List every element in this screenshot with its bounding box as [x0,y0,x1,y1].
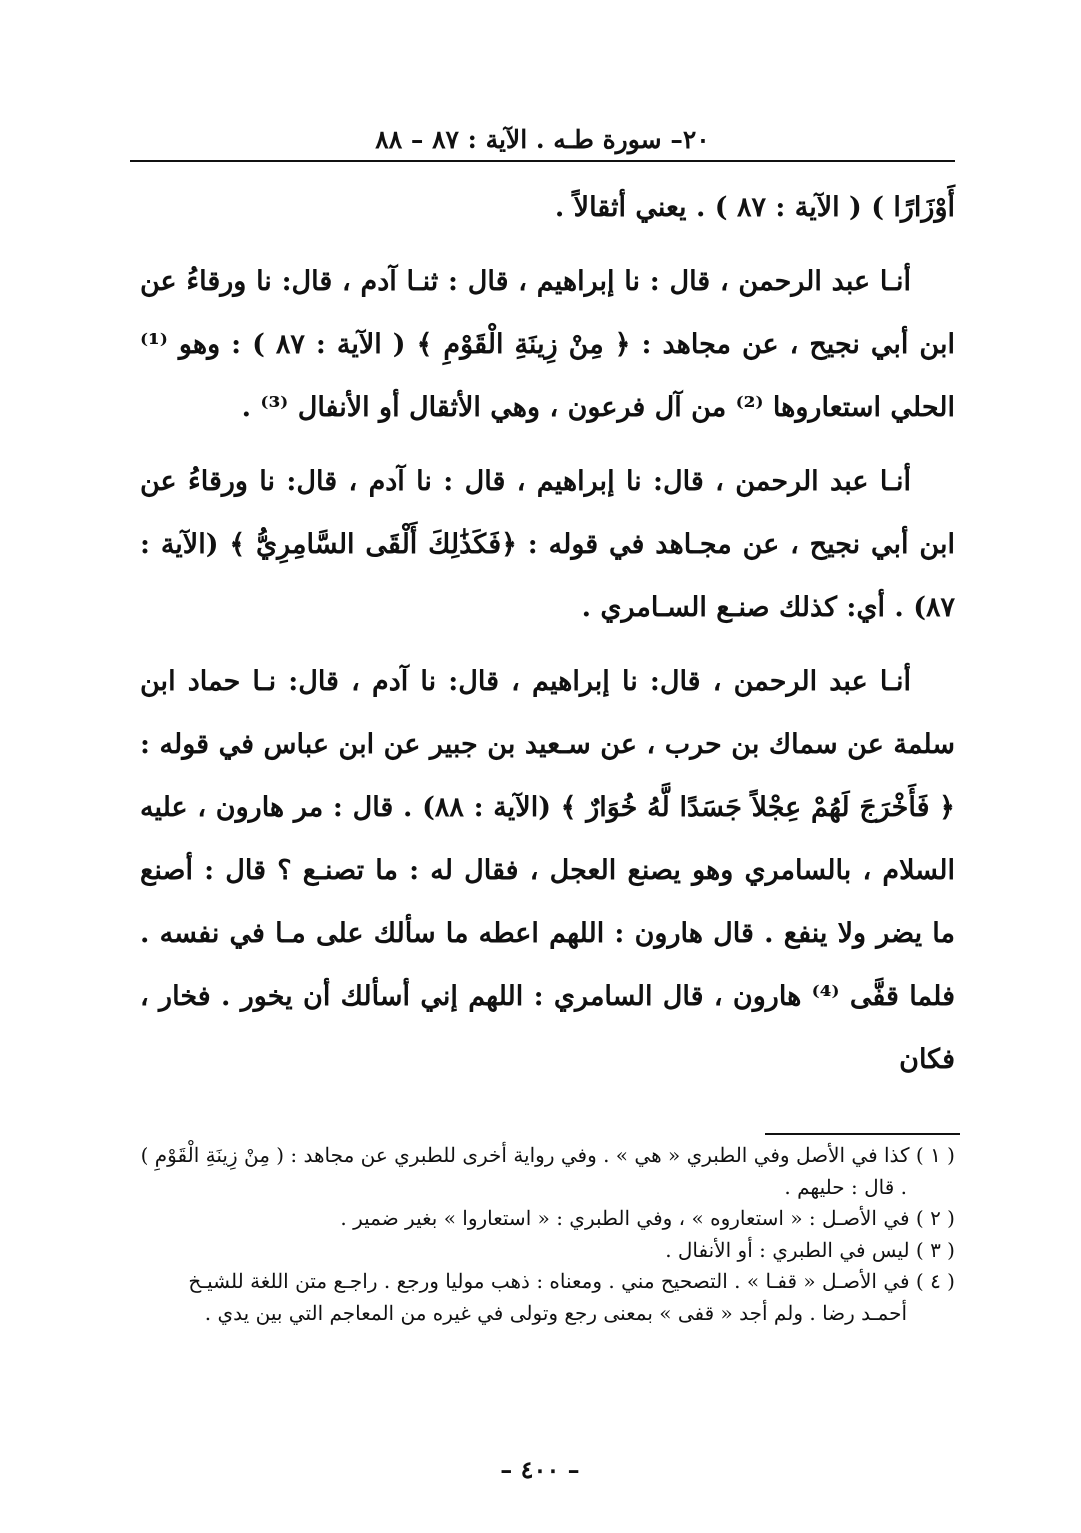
paragraph: أنـا عبد الرحمن ، قال: نا إبراهيم ، قال: نا آدم ، قال: نـا حماد ابن سلمة عن سماك بن حرب ، عن سـعيد بن جبير عن ابن عباس في قوله : ﴿ فَأَخْرَجَ لَهُمْ عِجْلاً جَسَدًا لَّهُ خُوَارٌ ﴾ (الآية : ٨٨) . قال : مر هارون ، عليه السلام ، بالسامري وهو يصنع العجل ، فقال له : ما تصنـع ؟ قال : أصنع ما يضر ولا ينفع . قال هارون : اللهم اعطه ما سألك على مـا في نفسه . فلما قفَّى ⁽⁴⁾ هارون ، قال السامري : اللهم إني أسألك أن يخور . فخار ، فكان [140,666,955,1075]
paragraph: أَوْزَارًا ) ( الآية : ٨٧ ) . يعني أثقالاً . [554,192,955,223]
paragraph: أنـا عبد الرحمن ، قال: نا إبراهيم ، قال : نا آدم ، قال: نا ورقاءُ عن ابن أبي نجيح ، عن مجـاهد في قوله : ﴿فَكَذَٰلِكَ أَلْقَى السَّامِرِيُّ ﴾ (الآية : ٨٧) . أي: كذلك صنـع السـامري . [140,466,955,623]
running-header: ٢٠– سورة طـه . الآية : ٨٧ – ٨٨ [375,125,710,154]
main-text [140,176,955,1102]
header-rule [130,160,955,162]
footnote: ( ٢ ) في الأصـل : « استعاروه » ، وفي الطبري : « استعاروا » بغير ضمير . [340,1206,955,1230]
page-number: – ٤٠٠ – [500,1455,580,1484]
paragraph: أنـا عبد الرحمن ، قال : نا إبراهيم ، قال : ثنـا آدم ، قال: نا ورقاءُ عن ابن أبي نجيح ، عن مجاهد : ﴿ مِنْ زِينَةِ الْقَوْمِ ﴾ ( الآية : ٨٧ ) : وهو ⁽¹⁾ الحلي استعاروها ⁽²⁾ من آل فرعون ، وهي الأثقال أو الأنفال ⁽³⁾ . [140,266,955,423]
footnote: ( ٤ ) في الأصـل « قفـا » . التصحيح مني . ومعناه : ذهب موليا ورجع . راجـع متن اللغة للشيـخ أحمـد رضا . ولم أجد « قفى » بمعنى رجع وتولى في غيره من المعاجم التي بين يدي . [188,1269,955,1325]
footnote-separator [765,1133,960,1135]
footnotes [140,1140,955,1329]
footnote: ( ١ ) كذا في الأصل وفي الطبري « هي » . وفي رواية أخرى للطبري عن مجاهد : ( مِنْ زِينَةِ الْقَوْمِ ) . قال : حليهم . [140,1143,955,1199]
footnote: ( ٣ ) ليس في الطبري : أو الأنفال . [665,1237,955,1262]
